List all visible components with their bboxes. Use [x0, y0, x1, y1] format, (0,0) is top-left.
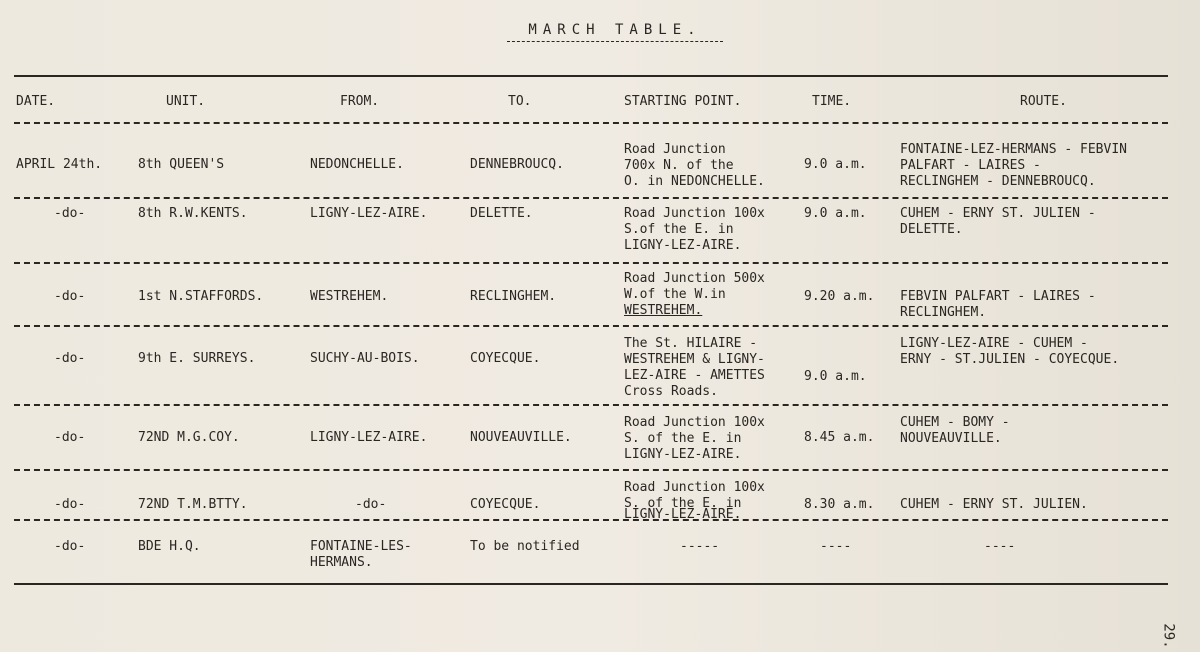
cell-route-line: LIGNY-LEZ-AIRE - CUHEM - [900, 336, 1088, 351]
cell-start-line: O. in NEDONCHELLE. [624, 174, 765, 189]
cell-unit: 9th E. SURREYS. [138, 351, 256, 366]
cell-time: 9.0 a.m. [804, 369, 867, 384]
cell-time: 9.0 a.m. [804, 157, 867, 172]
cell-start-line: Road Junction 100x [624, 415, 765, 430]
cell-to: DENNEBROUCQ. [470, 157, 564, 172]
cell-route-line: RECLINGHEM - DENNEBROUCQ. [900, 174, 1096, 189]
cell-date: -do- [54, 206, 86, 221]
cell-route-line: CUHEM - BOMY - [900, 415, 1010, 430]
cell-from: NEDONCHELLE. [310, 157, 404, 172]
cell-date: -do- [54, 289, 86, 304]
cell-from: -do- [355, 497, 387, 512]
cell-to: COYECQUE. [470, 497, 541, 512]
cell-start-line: S.of the E. in [624, 222, 734, 237]
cell-start-line: LIGNY-LEZ-AIRE. [624, 507, 742, 522]
cell-date: -do- [54, 539, 86, 554]
cell-start-line: LEZ-AIRE - AMETTES [624, 368, 765, 383]
cell-route-line: FEBVIN PALFART - LAIRES - [900, 289, 1096, 304]
cell-start-line: S. of the E. in [624, 496, 742, 511]
title-underline [507, 41, 723, 42]
header-unit: UNIT. [166, 94, 206, 109]
cell-to: NOUVEAUVILLE. [470, 430, 572, 445]
cell-time: 9.20 a.m. [804, 289, 875, 304]
row-divider [14, 197, 1168, 199]
row-divider [14, 325, 1168, 327]
cell-start-line: WESTREHEM & LIGNY- [624, 352, 765, 367]
cell-time: 8.30 a.m. [804, 497, 875, 512]
rule-top [14, 75, 1168, 77]
header-time: TIME. [812, 94, 852, 109]
cell-from: LIGNY-LEZ-AIRE. [310, 430, 428, 445]
page-number: 29. [1160, 623, 1177, 649]
cell-date: APRIL 24th. [16, 157, 103, 172]
cell-to: To be notified [470, 539, 580, 554]
cell-from: FONTAINE-LES- HERMANS. [310, 539, 412, 570]
row-divider [14, 262, 1168, 264]
cell-from: WESTREHEM. [310, 289, 389, 304]
cell-unit: 8th R.W.KENTS. [138, 206, 248, 221]
cell-time: ---- [820, 539, 852, 554]
cell-start-line: The St. HILAIRE - [624, 336, 758, 351]
cell-start-line: Road Junction [624, 142, 726, 157]
page-title: MARCH TABLE. [528, 22, 702, 38]
cell-date: -do- [54, 497, 86, 512]
cell-start-line: 700x N. of the [624, 158, 734, 173]
cell-start-line: Road Junction 100x [624, 480, 765, 495]
cell-start-line: LIGNY-LEZ-AIRE. [624, 238, 742, 253]
rule-bottom [14, 583, 1168, 585]
cell-route-line: ERNY - ST.JULIEN - COYECQUE. [900, 352, 1120, 367]
cell-route-line: RECLINGHEM. [900, 305, 987, 320]
cell-route-line: NOUVEAUVILLE. [900, 431, 1002, 446]
cell-from: SUCHY-AU-BOIS. [310, 351, 420, 366]
cell-unit: 1st N.STAFFORDS. [138, 289, 264, 304]
cell-unit: 72ND M.G.COY. [138, 430, 240, 445]
rule-header [14, 122, 1168, 124]
cell-route-line: CUHEM - ERNY ST. JULIEN - [900, 206, 1096, 221]
header-to: TO. [508, 94, 532, 109]
cell-date: -do- [54, 351, 86, 366]
row-divider [14, 519, 1168, 521]
cell-route-line: PALFART - LAIRES - [900, 158, 1041, 173]
cell-start-line: S. of the E. in [624, 431, 742, 446]
cell-start-line: LIGNY-LEZ-AIRE. [624, 447, 742, 462]
cell-unit: 8th QUEEN'S [138, 157, 225, 172]
cell-start-line: W.of the W.in [624, 287, 726, 302]
cell-time: 8.45 a.m. [804, 430, 875, 445]
cell-start-line: ----- [680, 539, 720, 554]
row-divider [14, 469, 1168, 471]
row-divider [14, 404, 1168, 406]
cell-unit: 72ND T.M.BTTY. [138, 497, 248, 512]
cell-route-line: FONTAINE-LEZ-HERMANS - FEBVIN [900, 142, 1127, 157]
cell-time: 9.0 a.m. [804, 206, 867, 221]
cell-start-line: Road Junction 100x [624, 206, 765, 221]
header-date: DATE. [16, 94, 56, 109]
cell-unit: BDE H.Q. [138, 539, 201, 554]
cell-to: COYECQUE. [470, 351, 541, 366]
header-route: ROUTE. [1020, 94, 1067, 109]
cell-from: LIGNY-LEZ-AIRE. [310, 206, 428, 221]
cell-date: -do- [54, 430, 86, 445]
cell-route-line: DELETTE. [900, 222, 963, 237]
header-starting-point: STARTING POINT. [624, 94, 742, 109]
cell-to: DELETTE. [470, 206, 533, 221]
header-from: FROM. [340, 94, 380, 109]
cell-start-line: WESTREHEM. [624, 303, 703, 318]
cell-route-line: CUHEM - ERNY ST. JULIEN. [900, 497, 1088, 512]
cell-to: RECLINGHEM. [470, 289, 557, 304]
cell-route-line: ---- [984, 539, 1016, 554]
cell-start-line: Road Junction 500x [624, 271, 765, 286]
cell-start-line: Cross Roads. [624, 384, 718, 399]
